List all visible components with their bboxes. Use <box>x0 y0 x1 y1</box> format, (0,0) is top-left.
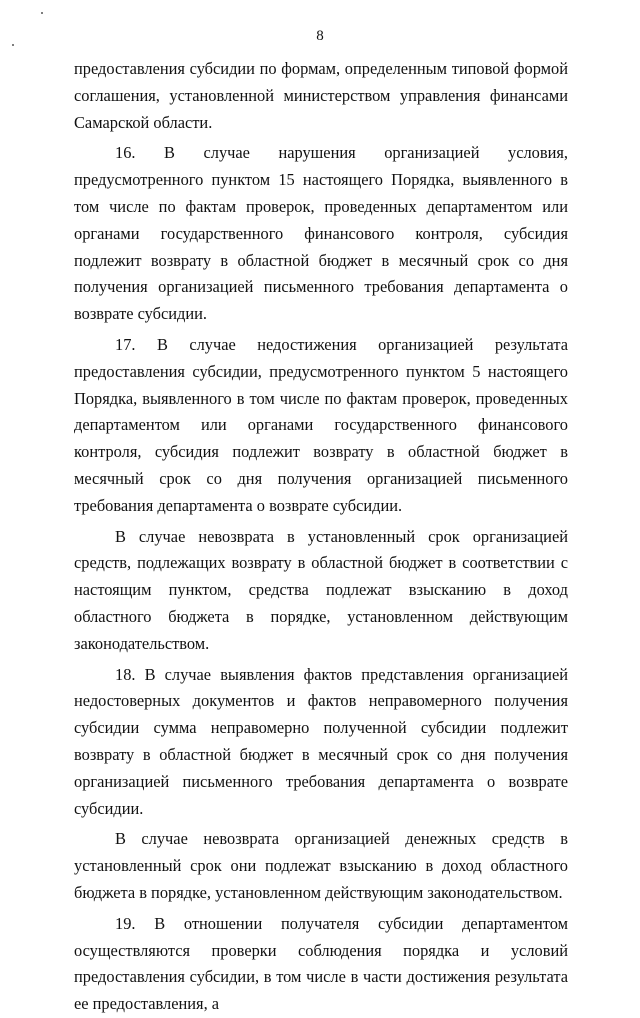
paragraph-item-18: 18. В случае выявления фактов представления организацией недостоверных документов и фактов неправомерного получения субсидии сумма неправомерно полученной субсидии подлежит возврату в областной бюджет в месячный срок со дня получения организацией письменного требования департамента о возврате субсидии. <box>74 664 568 818</box>
paragraph-item-18-return: В случае невозврата организацией денежных средств в установленный срок они подлежат взысканию в доход областного бюджета в порядке, установленном действующим законодательством. <box>74 829 568 902</box>
page-number: 8 <box>316 28 324 44</box>
paragraph-item-16: 16. В случае нарушения организацией условия, предусмотренного пунктом 15 настоящего Порядка, выявленного в том числе по фактам проверок, проведенных департаментом или органами государственного финансового контроля, субсидия подлежит возврату в областной бюджет в месячный срок со дня получения организацией письменного требования департамента о возврате субсидии. <box>74 143 568 324</box>
paragraph-item-19: 19. В отношении получателя субсидии департаментом осуществляются проверки соблюдения порядка и условий предоставления субсидии, в том числе в части достижения результата ее предоставления, а <box>74 913 568 1014</box>
document-body <box>74 56 568 1018</box>
paragraph-item-17: 17. В случае недостижения организацией результата предоставления субсидии, предусмотренного пунктом 5 настоящего Порядка, выявленного в том числе по фактам проверок, проведенных департаментом или органами государственного финансового контроля, субсидия подлежит возврату в областной бюджет в месячный срок со дня получения организацией письменного требования департамента о возврате субсидии. <box>74 334 568 515</box>
paragraph-item-17-return: В случае невозврата в установленный срок организацией средств, подлежащих возврату в областной бюджет в соответствии с настоящим пунктом, средства подлежат взысканию в доход областного бюджета в порядке, установленном действующим законодательством. <box>74 526 568 653</box>
paragraph-continuation: предоставления субсидии по формам, определенным типовой формой соглашения, установленной министерством управления финансами Самарской области. <box>74 59 568 132</box>
scan-artifact-dot <box>41 12 43 14</box>
